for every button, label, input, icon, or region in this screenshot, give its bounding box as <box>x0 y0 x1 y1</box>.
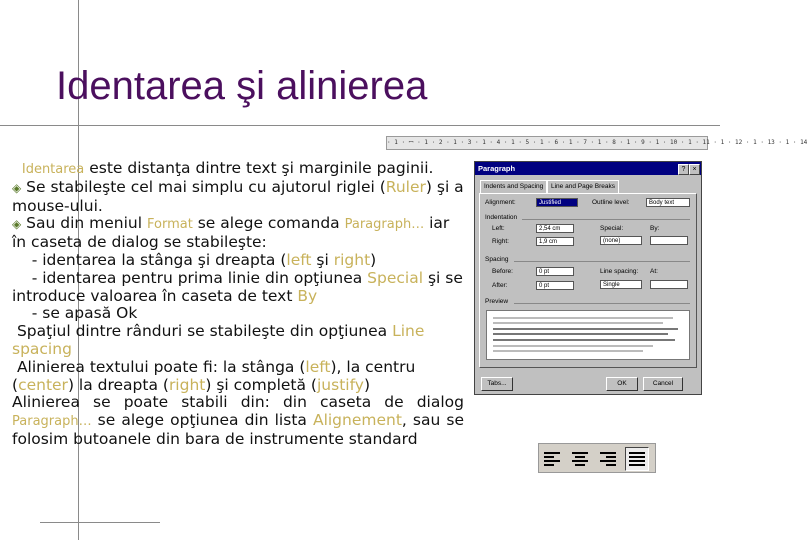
justify-icon[interactable] <box>625 447 649 471</box>
before-label: Before: <box>492 268 513 275</box>
group-divider <box>514 303 690 304</box>
paragraph-alignment: Alinierea textului poate fi: la stânga (left), la centru (center) la dreapta (right) şi completă (justify) <box>12 357 416 394</box>
close-icon[interactable]: × <box>689 164 700 175</box>
left-indent-field[interactable]: 2,54 cm <box>536 224 574 233</box>
line-spacing-label: Line spacing: <box>600 268 639 275</box>
bottom-decor-line <box>40 522 160 523</box>
right-indent-field[interactable]: 1,9 cm <box>536 237 574 246</box>
indentation-group-label: Indentation <box>485 214 518 221</box>
paragraph-ok: - se apasă Ok <box>31 304 138 323</box>
left-indent-label: Left: <box>492 225 505 232</box>
align-right-icon[interactable] <box>597 447 619 469</box>
cancel-button[interactable]: Cancel <box>643 377 683 391</box>
diamond-bullet-icon: ◈ <box>12 180 22 195</box>
outline-level-select[interactable]: Body text <box>646 198 690 207</box>
special-label: Special: <box>600 225 624 232</box>
keyword: Paragraph… <box>344 217 425 233</box>
keyword: Alignement <box>312 411 402 430</box>
preview-label: Preview <box>485 298 509 305</box>
right-indent-label: Right: <box>492 238 509 245</box>
keyword: center <box>18 375 68 394</box>
outline-level-label: Outline level: <box>592 199 630 206</box>
at-label: At: <box>650 268 658 275</box>
ok-button[interactable]: OK <box>606 377 638 391</box>
horizontal-decor-line <box>0 125 720 126</box>
alignment-label: Alignment: <box>485 199 516 206</box>
slide-title: Identarea şi alinierea <box>56 64 428 108</box>
keyword: left <box>305 357 331 376</box>
paragraph-alignment-methods: Alinierea se poate stabili din: din caseta de dialog Paragraph… se alege opţiunea din lista Alignement, sau se folosim butoanele din bara de instrumente standard <box>12 393 464 448</box>
tab-line-and-page-breaks[interactable]: Line and Page Breaks <box>547 180 619 193</box>
keyword: Special <box>367 268 424 287</box>
slide-body <box>12 160 464 449</box>
keyword: Identarea <box>21 162 85 177</box>
paragraph-ruler: ◈ Se stabileşte cel mai simplu cu ajutorul riglei (Ruler) şi a mouse-ului. <box>12 177 464 215</box>
diamond-bullet-icon: ◈ <box>12 217 22 232</box>
tab-indents-and-spacing[interactable]: Indents and Spacing <box>480 180 547 193</box>
paragraph-dialog <box>474 161 702 395</box>
paragraph-indent-definition: Identarea este distanţa dintre text şi marginile paginii. <box>21 159 434 177</box>
tabs-button[interactable]: Tabs... <box>481 377 513 391</box>
alignment-toolbar <box>538 443 656 473</box>
keyword: Ruler <box>385 177 426 196</box>
keyword: Paragraph… <box>12 414 92 430</box>
by-field[interactable] <box>650 236 688 245</box>
special-select[interactable]: (none) <box>600 236 642 245</box>
by-label: By: <box>650 225 660 232</box>
at-field[interactable] <box>650 280 688 289</box>
alignment-select[interactable]: Justified <box>536 198 578 207</box>
group-divider <box>514 261 690 262</box>
keyword: Line spacing <box>12 322 425 358</box>
align-center-icon[interactable] <box>569 447 591 469</box>
paragraph-first-line: - identarea pentru prima linie din opţiunea Special şi se introduce valoarea în caseta de text By <box>12 268 463 305</box>
spacing-group-label: Spacing <box>485 256 509 263</box>
after-field[interactable]: 0 pt <box>536 281 574 290</box>
after-label: After: <box>492 282 508 289</box>
group-divider <box>522 219 690 220</box>
keyword: Format <box>146 217 193 233</box>
help-icon[interactable]: ? <box>678 164 689 175</box>
keyword: right <box>168 375 206 394</box>
preview-box <box>486 310 690 360</box>
keyword: By <box>297 286 318 305</box>
line-spacing-select[interactable]: Single <box>600 280 642 289</box>
tab-panel <box>479 193 697 368</box>
paragraph-left-right: - identarea la stânga şi dreapta (left şi right) <box>31 250 377 269</box>
before-field[interactable]: 0 pt <box>536 267 574 276</box>
keyword: justify <box>316 375 364 394</box>
paragraph-spacing: Spaţiul dintre rânduri se stabileşte din opţiunea Line spacing <box>12 322 425 358</box>
keyword: left <box>286 250 312 269</box>
dialog-title: Paragraph <box>475 162 701 175</box>
paragraph-format-menu: ◈ Sau din meniul Format se alege comanda Paragraph… iar în caseta de dialog se stabileşte: <box>12 214 450 252</box>
ruler[interactable]: · 1 · ꟷ · 1 · 2 · 1 · 3 · 1 · 4 · 1 · 5 · 1 · 6 · 1 · 7 · 1 · 8 · 1 · 9 · 1 · 10 · 1 · 11 · 1 · 12 · 1 · 13 · 1 · 14 <box>386 136 708 150</box>
keyword: right <box>333 250 371 269</box>
align-left-icon[interactable] <box>541 447 563 469</box>
